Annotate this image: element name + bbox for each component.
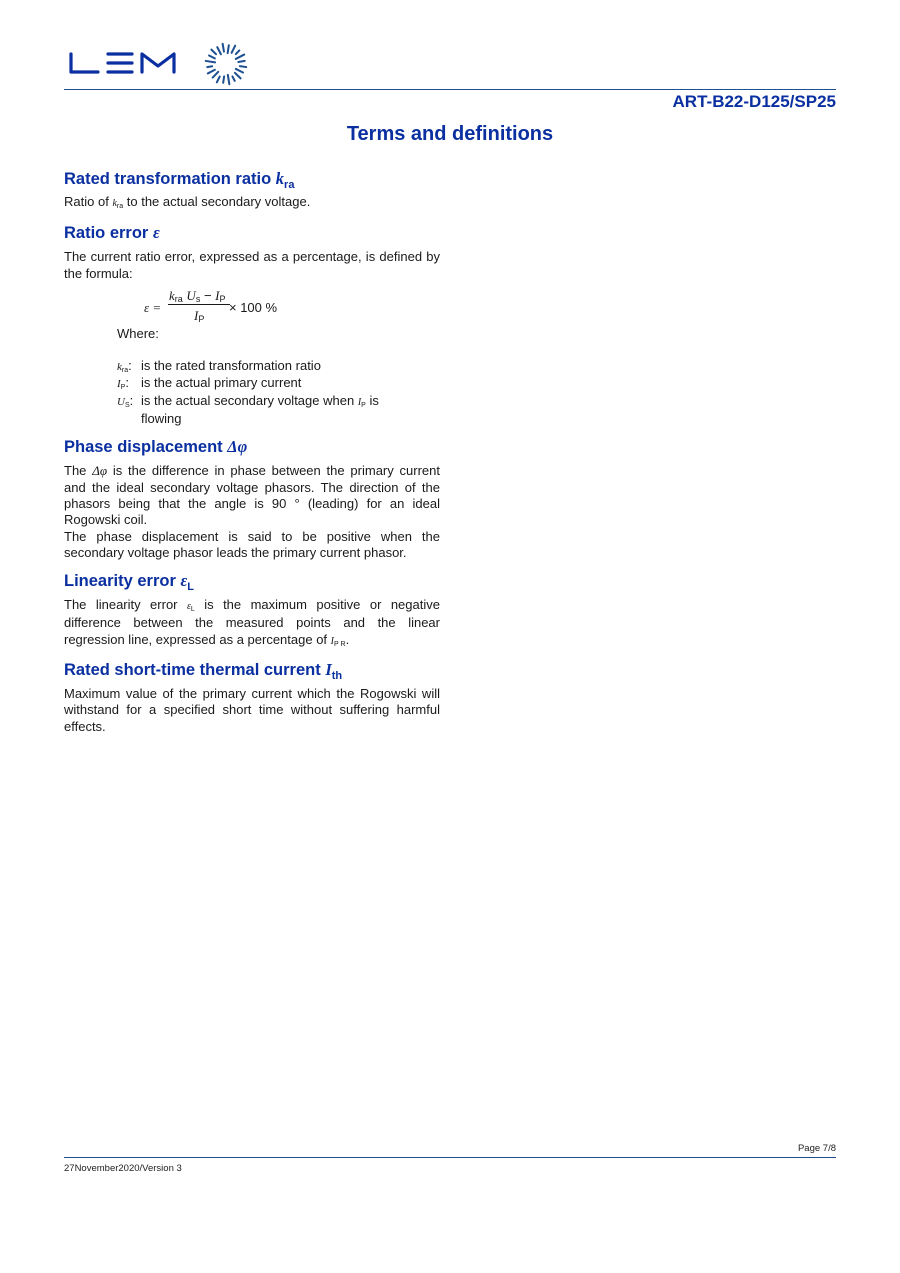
thermal-text: Maximum value of the primary current which the Rogowski will withstand for a specified short time without suffering harmful effects.	[64, 686, 440, 734]
section-heading-phase: Phase displacement Δφ	[64, 437, 248, 457]
where-label: Where:	[117, 325, 159, 341]
lem-sunburst-icon	[204, 42, 248, 86]
list-item: kra: is the rated transformation ratio	[117, 358, 321, 375]
sunburst-ray	[236, 55, 244, 59]
sunburst-ray	[207, 66, 212, 67]
sunburst-ray	[228, 45, 229, 53]
sunburst-ray	[209, 55, 215, 58]
phase-text-1: The Δφ is the difference in phase between the primary current and the ideal secondary voltage phasors. The direction of the phasors being that the angle is 90 ° (leading) for an ideal Rogowski coil.	[64, 463, 440, 528]
sunburst-ray	[235, 73, 241, 79]
document-id: ART-B22-D125/SP25	[672, 92, 836, 111]
list-item: IP: is the actual primary current	[117, 375, 302, 392]
sunburst-ray	[206, 61, 215, 62]
sunburst-ray	[211, 50, 216, 55]
rated-ratio-text: Ratio of kra to the actual secondary voltage.	[64, 194, 311, 210]
ratio-error-formula: ε = kra Us − IP IP × 100 %	[144, 287, 278, 324]
sunburst-ray	[236, 50, 240, 54]
list-item: US: is the actual secondary voltage when IP is flowing	[117, 392, 379, 427]
sunburst-ray	[236, 69, 243, 73]
sunburst-ray	[232, 76, 234, 80]
page-number: Page 7/8	[797, 1143, 836, 1154]
sunburst-ray	[217, 77, 220, 83]
page-title: Terms and definitions	[346, 123, 554, 145]
terms-content	[64, 168, 440, 735]
ratio-error-text: The current ratio error, expressed as a percentage, is defined by the formula:	[64, 249, 440, 281]
sunburst-ray	[213, 72, 219, 78]
footer-rule	[64, 1157, 836, 1158]
linearity-text: The linearity error εL is the maximum positive or negative difference between the measured points and the linear regression line, expressed as a percentage of IP R.	[64, 597, 440, 648]
version-date: 27November2020/Version 3	[64, 1163, 182, 1174]
section-heading-rated-ratio: Rated transformation ratio $k_{ra}$	[64, 169, 295, 191]
sunburst-ray	[217, 47, 221, 54]
header-rule	[64, 89, 836, 90]
sunburst-ray	[238, 61, 244, 62]
sunburst-ray	[223, 76, 224, 82]
sunburst-ray	[223, 44, 224, 52]
sunburst-ray	[232, 46, 236, 53]
sunburst-ray	[228, 75, 230, 84]
where-list	[117, 358, 440, 427]
section-heading-ratio-error: Ratio error ε	[64, 223, 160, 243]
phase-text-2: The phase displacement is said to be positive when the secondary voltage phasor leads the primary current phasor.	[64, 528, 440, 560]
section-heading-linearity: Linearity error $\varepsilon_L$	[64, 571, 194, 594]
lem-logo-icon	[68, 48, 178, 78]
sunburst-ray	[240, 66, 246, 67]
sunburst-ray	[208, 70, 215, 74]
section-heading-thermal: Rated short-time thermal current $I_{th}$	[64, 660, 343, 683]
